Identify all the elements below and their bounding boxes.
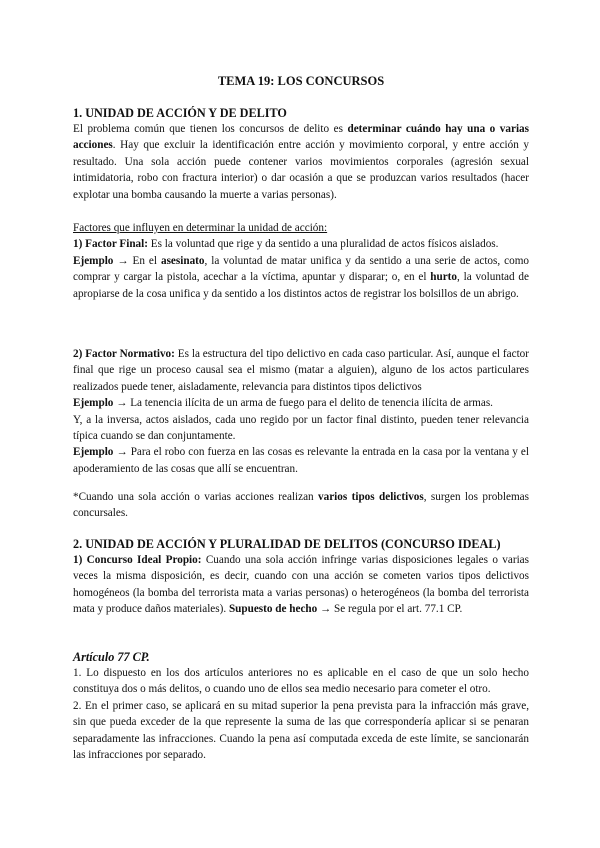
- section-1-intro: [73, 121, 529, 203]
- article-77: [73, 650, 529, 763]
- factors-intro: [73, 220, 529, 236]
- article-heading: Artículo 77 CP.: [73, 650, 150, 664]
- inverse-paragraph: Y, a la inversa, actos aislados, cada uno regido por un factor final distinto, pueden tener relevancia típica cuando se dan conjuntamente.: [73, 413, 529, 443]
- factor-normativo-block: [73, 346, 529, 477]
- example-1-text-c: , la voluntad de matar unifica y da sentido a una serie de actos, como comprar y cargar la pistola, acechar a la víctima, apuntar y disparar; o, en el: [73, 254, 529, 284]
- intro-bold: determinar cuándo hay una o varias acciones: [73, 123, 530, 152]
- example-1-label: Ejemplo →: [73, 254, 129, 267]
- concurso-ideal-propio: [73, 552, 529, 618]
- section-1: [73, 106, 529, 203]
- example-3-label: Ejemplo: [73, 446, 114, 459]
- example-3-text: → Para el robo con fuerza en las cosas es relevante la entrada en la casa por la ventana y el apoderamiento de las cosas que allí se encuentran.: [73, 446, 529, 475]
- note-bold: varios tipos delictivos: [318, 491, 424, 503]
- concursal-note: [73, 489, 529, 522]
- intro-text-a: El problema común que tienen los concursos de delito es: [73, 123, 348, 135]
- intro-text-c: . Hay que excluir la identificación entre acción y movimiento corporal, y entre acción y resultado. Una sola acción puede contener varios movimientos corporales (agresión sexual intimidatoria, robo con fractura interior) o dar ocasión a que se produzcan varios resultados (hacer explotar una bomba causando la muerte a varias personas).: [73, 139, 529, 201]
- page-title: TEMA 19: LOS CONCURSOS: [217, 74, 385, 88]
- concurso-ideal-label: 1) Concurso Ideal Propio:: [73, 554, 202, 566]
- factors-block: [73, 220, 529, 302]
- example-1-text-e: , la voluntad de apropiarse de la cosa unifica y da sentido a los distintos actos de registrar los bolsillos de un abrigo.: [73, 271, 529, 300]
- factor-final-label: 1) Factor Final:: [73, 238, 148, 251]
- concurso-ideal-text: Cuando una sola acción infringe varias disposiciones legales o varias veces la misma disposición, es decir, cuando con una acción se cometen varios tipos delictivos homogéneos (la bomba del terrorista mata a varias personas) o heterogéneos (la bomba del terrorista mata y produce daños materiales).: [73, 554, 530, 616]
- supuesto-de-hecho-bold: Supuesto de hecho: [228, 603, 318, 616]
- example-1-bold-hurto: hurto: [430, 271, 457, 284]
- factor-final: [73, 236, 529, 252]
- factor-final-text: Es la voluntad que rige y da sentido a una pluralidad de actos físicos aislados.: [147, 238, 499, 251]
- section-2-heading: 2. UNIDAD DE ACCIÓN Y PLURALIDAD DE DELITOS (CONCURSO IDEAL): [73, 537, 501, 551]
- concurso-ideal-end: → Se regula por el art. 77.1 CP.: [317, 603, 463, 616]
- section-1-heading: 1. UNIDAD DE ACCIÓN Y DE DELITO: [73, 106, 287, 120]
- factors-intro-underlined: Factores que influyen en determinar la unidad de acción:: [73, 222, 328, 234]
- factor-normativo-text: Es la estructura del tipo delictivo en cada caso particular. Así, aunque el factor final que rige un proceso causal sea el mismo (matar a alguien), alguno de los actos particulares realizados puede tener, aisladamente, relevancia para distintos tipos delictivos: [73, 348, 529, 393]
- example-2-label: Ejemplo: [73, 397, 114, 410]
- note-text-a: *Cuando una sola acción o varias acciones realizan: [73, 491, 319, 503]
- example-2-text: → La tenencia ilícita de un arma de fuego para el delito de tenencia ilícita de armas.: [113, 397, 493, 410]
- factor-normativo: [73, 346, 529, 395]
- example-3: [73, 444, 529, 477]
- article-paragraph-2: 2. En el primer caso, se aplicará en su mitad superior la pena prevista para la infracción más grave, sin que pueda exceder de la que represente la suma de las que correspondería aplicar si se penaran separadamente las infracciones. Cuando la pena así computada exceda de este límite, se sancionarán las infracciones por separado.: [73, 699, 529, 762]
- note-text-c: , surgen los problemas concursales.: [73, 491, 529, 520]
- example-1: [73, 253, 529, 302]
- example-1-bold-asesinato: asesinato: [160, 254, 205, 267]
- section-2: [73, 537, 529, 618]
- factor-normativo-label: 2) Factor Normativo:: [73, 348, 175, 360]
- example-1-text-a: En el: [128, 254, 161, 267]
- article-paragraph-1: 1. Lo dispuesto en los dos artículos anteriores no es aplicable en el caso de que un solo hecho constituya dos o más delitos, o cuando uno de ellos sea medio necesario para cometer el otro.: [73, 667, 529, 696]
- concursal-note-text: [73, 489, 529, 522]
- example-2: [73, 395, 529, 411]
